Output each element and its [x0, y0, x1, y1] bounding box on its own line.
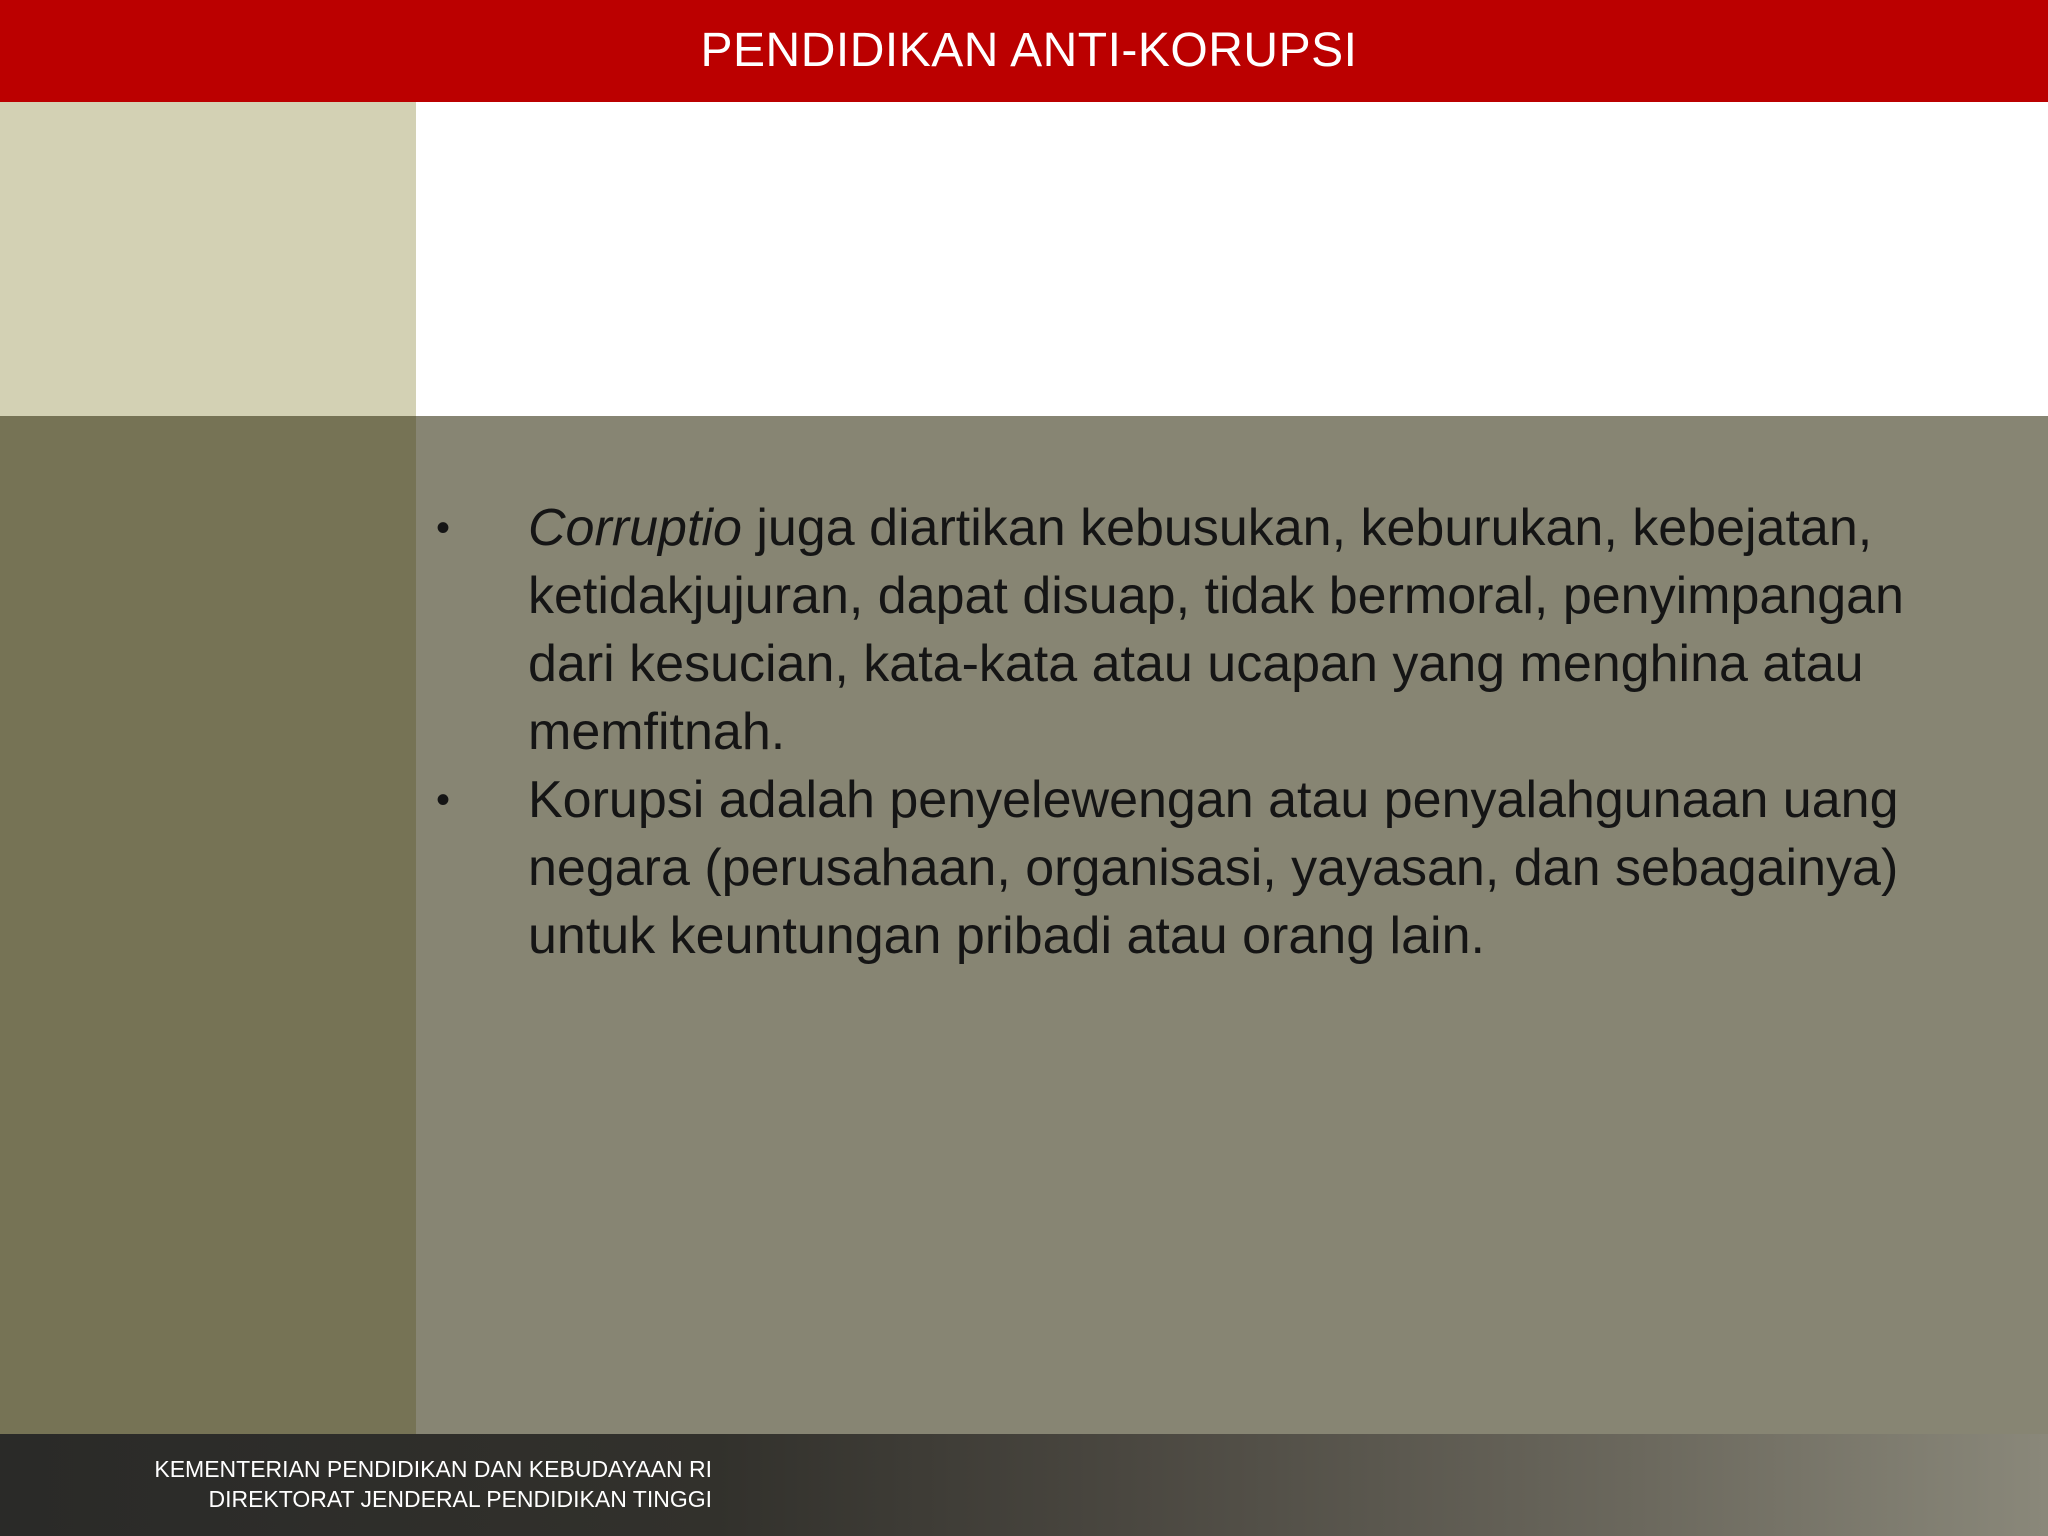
title-area: [416, 102, 2048, 416]
footer-line-directorate: DIREKTORAT JENDERAL PENDIDIKAN TINGGI: [208, 1486, 712, 1512]
left-top-panel: [0, 102, 416, 416]
left-bottom-panel: [0, 416, 416, 1434]
bullet-item: [436, 766, 1996, 970]
slide-title: PENDIDIKAN ANTI-KORUPSI: [700, 23, 1358, 77]
bullet-text: Korupsi adalah penyelewengan atau penyalahgunaan uang negara (perusahaan, organisasi, yayasan, dan sebagainya) untuk keuntungan pribadi atau orang lain.: [528, 771, 1899, 965]
slide-header: [0, 0, 2048, 102]
bullet-list: [436, 494, 1996, 970]
bullet-icon: •: [436, 778, 451, 822]
footer-text: [154, 1454, 712, 1514]
bullet-term: Corruptio: [528, 499, 742, 557]
footer-line-ministry: KEMENTERIAN PENDIDIKAN DAN KEBUDAYAAN RI: [154, 1456, 712, 1482]
slide-footer: [0, 1434, 2048, 1536]
bullet-item: [436, 494, 1996, 766]
bullet-text: [528, 499, 1904, 761]
bullet-text-body: juga diartikan kebusukan, keburukan, kebejatan, ketidakjujuran, dapat disuap, tidak bermoral, penyimpangan dari kesucian, kata-kata atau ucapan yang menghina atau memfitnah.: [528, 499, 1904, 761]
bullet-icon: •: [436, 506, 451, 550]
